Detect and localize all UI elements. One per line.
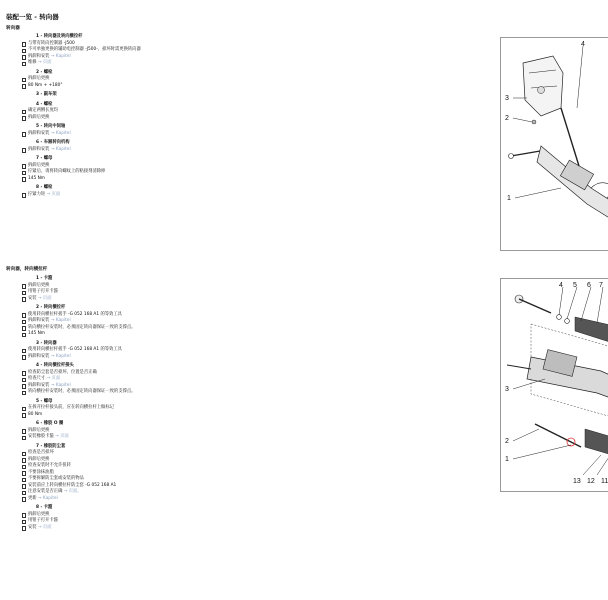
legend-item-title: 3 - 转向器 (36, 340, 57, 346)
steering-gear-illustration (501, 38, 608, 250)
cross-reference-link[interactable]: → 页面 (55, 434, 69, 439)
callout-4: 4 (581, 41, 585, 48)
cross-reference-link[interactable]: → 页面 (46, 376, 61, 381)
legend-item-title: 7 - 橡胶防尘套 (36, 443, 66, 449)
callout-5: 5 (573, 282, 577, 289)
note-text: 145 Nm (28, 175, 45, 181)
cross-reference-link[interactable]: → Kapitel (50, 382, 71, 388)
legend-item-title: 6 - 橡胶 O 圈 (36, 421, 64, 426)
note-text: 维修 (28, 60, 38, 65)
note-text: 拆卸后更换 (28, 427, 50, 433)
note-text: 安装橡胶卡箍 (28, 434, 56, 439)
steering-gear-overview-figure (500, 37, 608, 251)
legend-item-note (22, 354, 222, 361)
note-text: 拆卸和安装 (28, 318, 51, 323)
note-text: 不要涂抹油脂 (28, 469, 54, 475)
note-text: 拆卸后更换 (28, 76, 50, 81)
legend-item-note (22, 131, 222, 138)
note-text: 拧紧力矩 (28, 191, 47, 197)
bolt-part (532, 120, 536, 124)
callout-4: 4 (559, 282, 563, 289)
callout-3: 3 (505, 95, 509, 102)
legend-item-title: 5 - 转向中间轴 (36, 124, 66, 129)
legend-item-note (22, 412, 222, 419)
legend-item-title: 4 - 转向横拉杆接头 (36, 363, 74, 368)
tie-rod-illustration (501, 279, 608, 491)
cross-reference-link[interactable]: → Kapitel (50, 353, 71, 359)
callout-12: 12 (587, 478, 595, 485)
callout-2: 2 (505, 115, 509, 122)
note-text: 拆卸后更换 (28, 511, 50, 517)
note-text: 拆卸后更换 (28, 162, 50, 168)
note-text: 拆卸和安装 (28, 146, 51, 152)
note-text: 拆卸和安装 (28, 382, 51, 388)
legend-item-title: 5 - 螺母 (36, 398, 53, 404)
legend-item-note (22, 296, 222, 303)
callout-1: 1 (507, 195, 511, 202)
note-text: 拧紧后，请将转向螺纹上的粘接剂清除掉 (28, 169, 106, 174)
callout-1: 1 (505, 456, 509, 463)
note-text: 拆卸和安装 (28, 53, 51, 59)
section1-item-list (22, 34, 222, 201)
note-text: 使用转向横拉杆扳手 -G 052 168 A1 的等效工具 (28, 311, 122, 317)
legend-item-title: 1 - 转向器及转向横拉杆 (36, 34, 83, 39)
note-text: 与带有转向控制器 -J500 (28, 40, 75, 46)
callout-11: 11 (601, 478, 608, 485)
note-text: 更新 (28, 495, 38, 501)
note-text: 安装前应上转向横拉杆防尘套 -G 052 168 A1 (28, 482, 117, 488)
note-text: 不可单独更换的辅助电控制器 -J500-，损坏时需更换转向器 (28, 47, 141, 52)
note-text: 转向横拉杆安装时，必须固定转向器保证一致的支撑点。 (28, 324, 136, 330)
legend-item-note (22, 115, 222, 122)
legend-item-note (22, 434, 222, 441)
callout-7: 7 (599, 282, 603, 289)
cross-reference-link[interactable]: → 页面 (37, 60, 52, 65)
cross-reference-link[interactable]: → Kapitel (50, 146, 71, 152)
cross-reference-link[interactable]: → Kapitel (37, 495, 58, 501)
legend-item-note (22, 192, 222, 199)
tie-rod-exploded-figure (500, 278, 608, 492)
section2-item-list (22, 276, 222, 534)
note-text: 拆卸后更换 (28, 456, 50, 462)
legend-item-note (22, 331, 222, 338)
note-text: 用钳子打开卡箍 (28, 289, 59, 294)
legend-item-title: 2 - 螺栓 (36, 69, 53, 75)
legend-item-note (22, 147, 222, 154)
callout-2: 2 (505, 438, 509, 445)
note-text: 拆卸和安装 (28, 130, 51, 136)
note-text: 拆卸后更换 (28, 282, 50, 288)
note-text: 不要拆解防尘套或安装的物品 (28, 476, 84, 481)
cross-reference-link[interactable]: → 页面 (37, 295, 52, 301)
note-text: 用钳子打开卡箍 (28, 518, 59, 523)
legend-item-note (22, 525, 222, 532)
legend-item-note (22, 389, 222, 396)
section2-heading: 转向器，转向横拉杆 (6, 267, 48, 272)
note-text: 确定两侧长度均 (28, 108, 59, 113)
note-text: 在拆开拉杆接头前，应在转向横拉杆上做标记 (28, 405, 114, 410)
legend-item-note (22, 496, 222, 503)
rubber-boot-part (575, 317, 608, 345)
note-text: 80 Nm + +180° (28, 82, 63, 88)
page-title: 装配一览 - 转向器 (6, 13, 59, 21)
callout-13: 13 (573, 478, 581, 485)
legend-item-title: 8 - 卡箍 (36, 505, 53, 510)
note-text: 安装 (28, 295, 38, 301)
callout-3: 3 (505, 386, 509, 393)
note-text: 安装 (28, 524, 38, 530)
lower-tie-rod-part (535, 424, 581, 447)
legend-item-title: 3 - 副车架 (36, 92, 57, 97)
note-text: 转向横拉杆安装时，必须固定转向器保证一致的支撑点。 (28, 389, 136, 394)
legend-item-note (22, 83, 222, 90)
legend-item-title: 4 - 螺栓 (36, 101, 53, 107)
note-text: 145 Nm (28, 331, 45, 336)
cross-reference-link[interactable]: → Kapitel (50, 130, 71, 136)
callout-6: 6 (587, 282, 591, 289)
legend-item-note (22, 60, 222, 67)
section1-heading: 转向器 (6, 26, 20, 31)
legend-item-title: 1 - 卡箍 (36, 276, 53, 281)
note-text: 使用转向横拉杆扳手 -G 052 168 A1 的等效工具 (28, 347, 122, 352)
cross-reference-link[interactable]: → 页面 (46, 191, 61, 197)
note-text: 检查安装时不允许扭转 (28, 463, 71, 468)
cross-reference-link[interactable]: → 页面。 (63, 489, 82, 494)
legend-item-title: 7 - 螺母 (36, 156, 53, 161)
legend-item-title: 8 - 螺栓 (36, 185, 53, 190)
note-text: 检查防尘套是否损坏，位置是否正确 (28, 369, 97, 375)
note-text: 检查是否损坏 (28, 450, 54, 455)
note-text: 拆卸和安装 (28, 353, 51, 359)
legend-item-note (22, 176, 222, 183)
cross-reference-link[interactable]: → Kapitel (50, 318, 71, 323)
legend-item-title: 2 - 转向横拉杆 (36, 305, 66, 310)
steering-shaft-part (561, 108, 579, 166)
note-text: 注意安装是否正确 (28, 489, 64, 494)
cross-reference-link[interactable]: → Kapitel (50, 53, 71, 59)
cross-reference-link[interactable]: → 页面 (37, 524, 52, 530)
steering-gear-housing (537, 146, 608, 224)
note-text: 80 Nm (28, 411, 43, 417)
legend-item-title: 6 - 车厢转向机构 (36, 140, 70, 145)
note-text: 拆卸后更换 (28, 114, 50, 120)
note-text: 检查尺寸 (28, 376, 47, 381)
